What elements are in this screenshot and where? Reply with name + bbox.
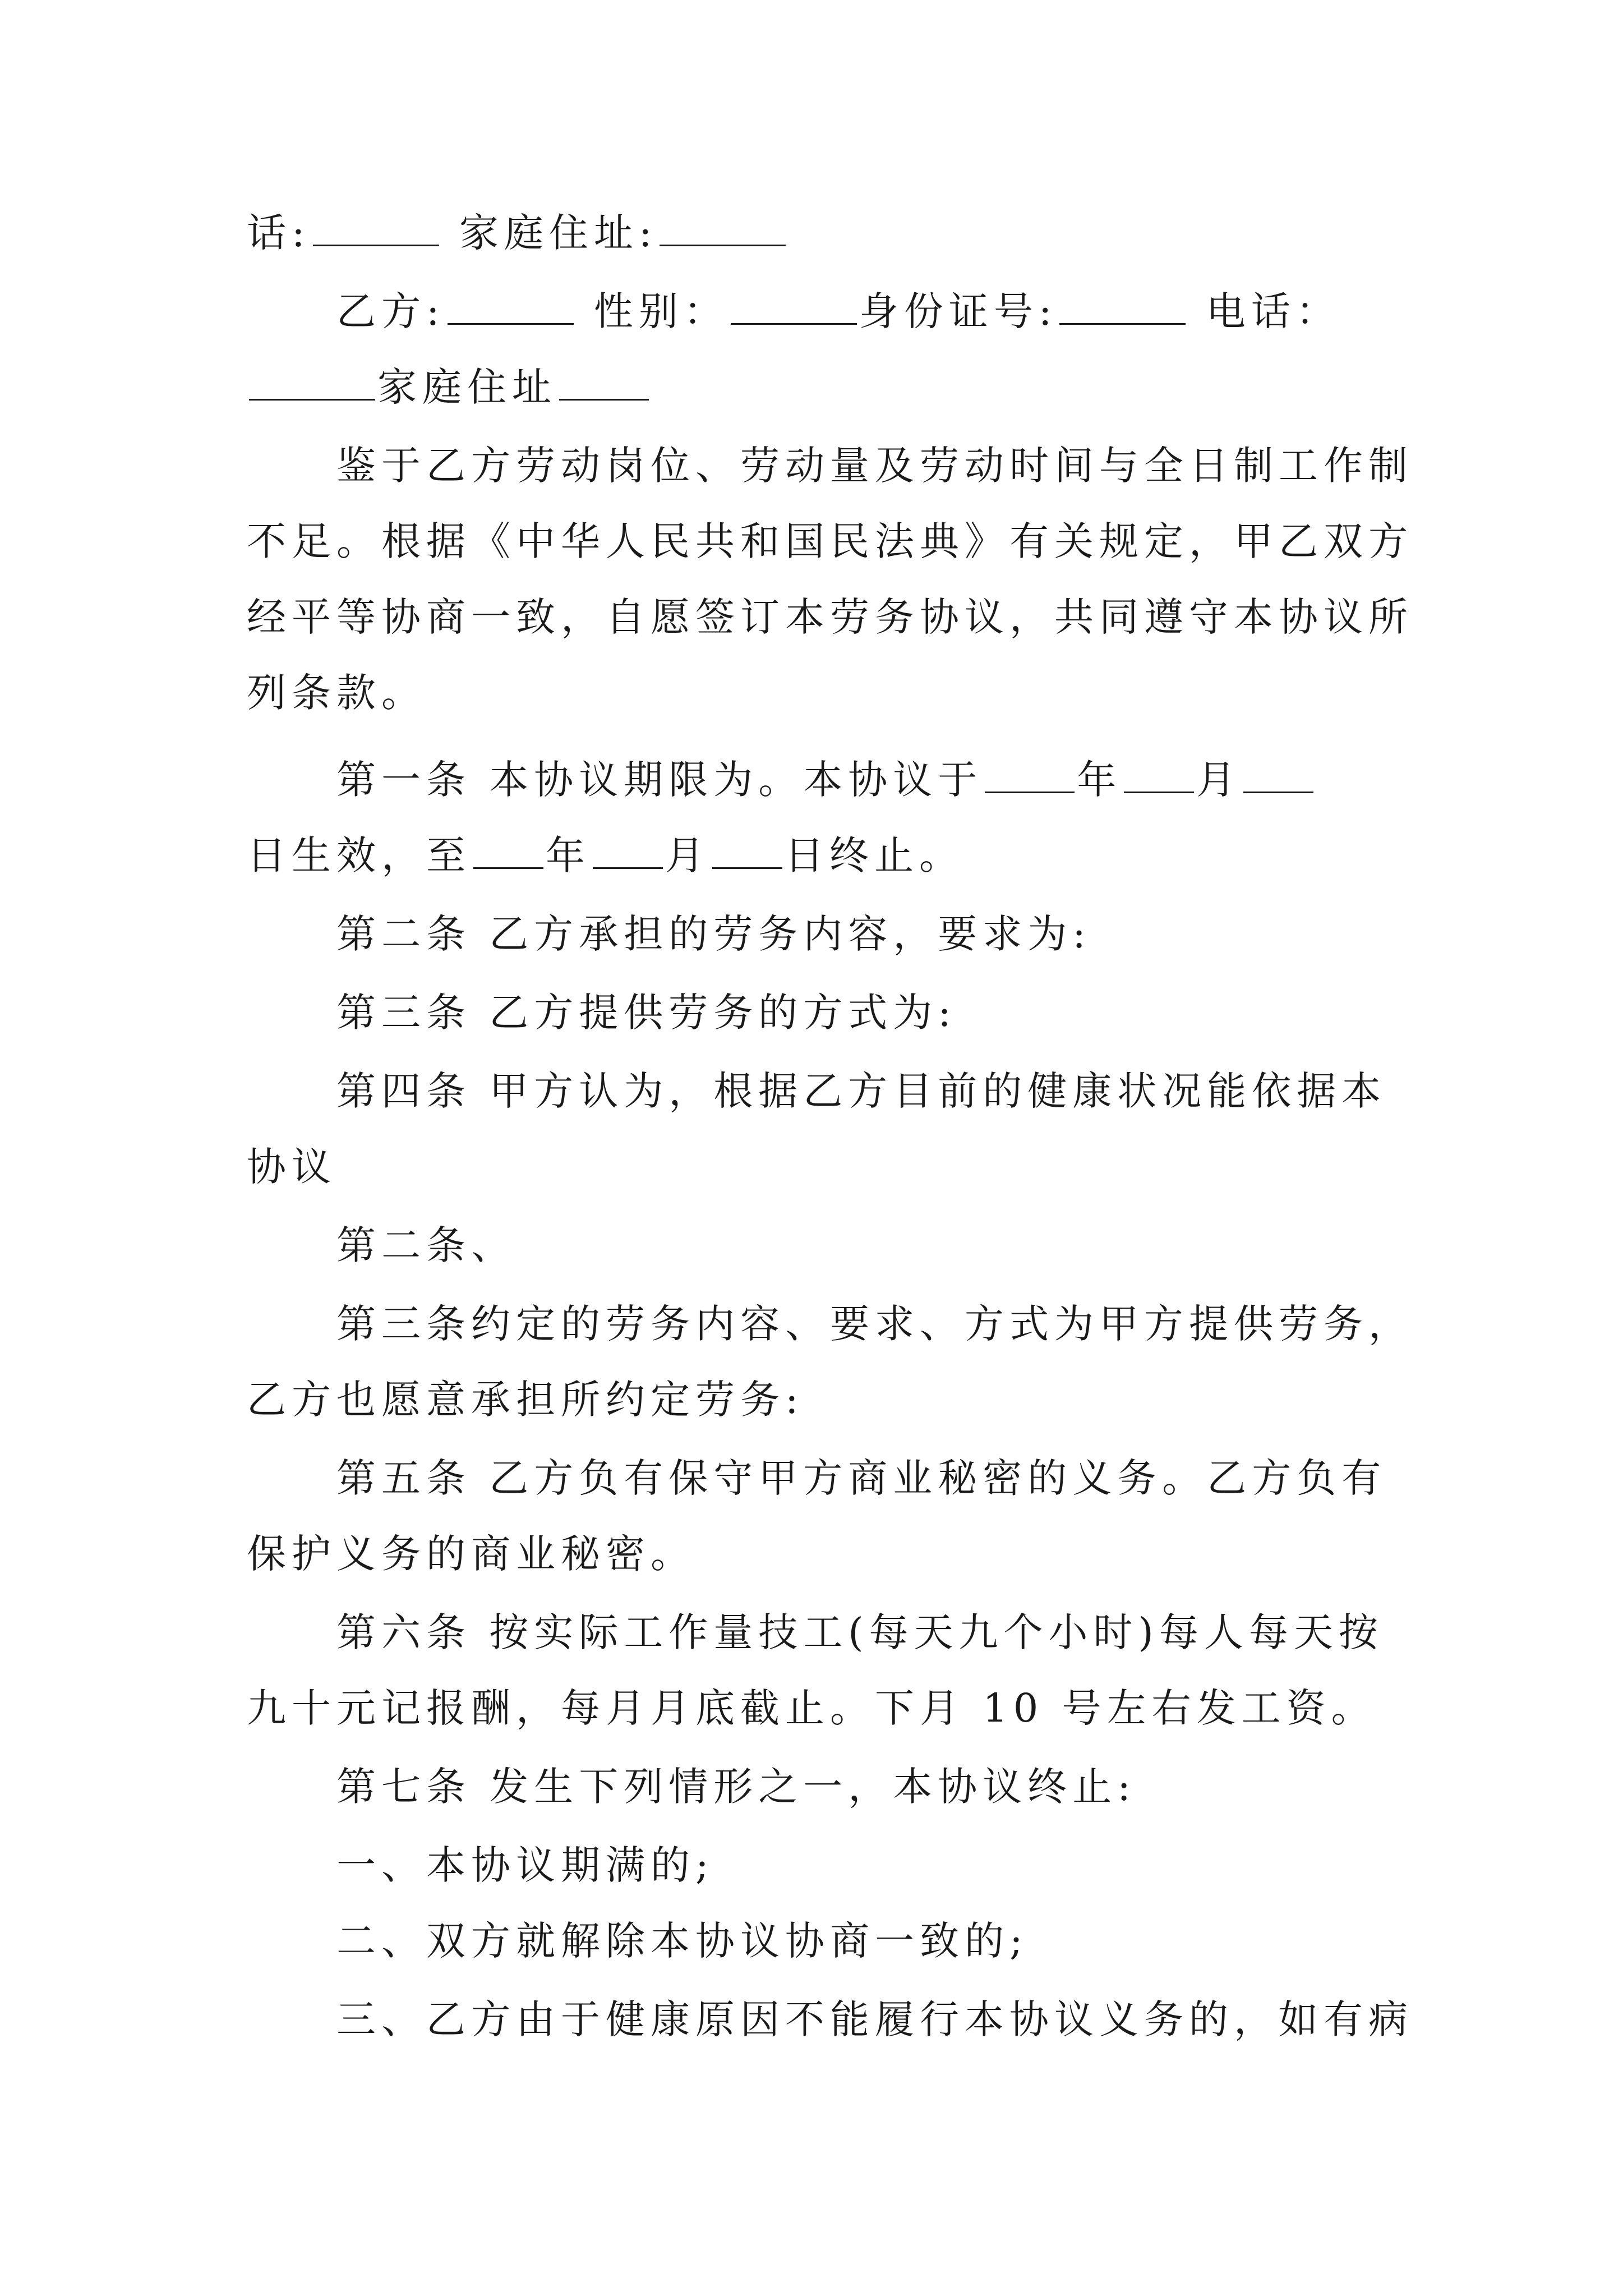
start-year-blank[interactable] (985, 757, 1075, 793)
article-1-text: 第一条 本协议期限为。本协议于 (336, 757, 983, 803)
preamble-line-3: 经平等协商一致，自愿签订本劳务协议，共同遵守本协议所 (247, 594, 1413, 640)
gender-label: 性别： (593, 288, 728, 334)
home-address-label: 家庭住址: (459, 210, 658, 256)
article-3: 第三条 乙方提供劳务的方式为: (336, 990, 957, 1036)
article-5-line-1: 第五条 乙方负有保守甲方商业秘密的义务。乙方负有 (336, 1455, 1387, 1501)
article-4-line-2: 协议 (247, 1144, 336, 1190)
article-5-line-2: 保护义务的商业秘密。 (247, 1531, 695, 1577)
article-4-line-1: 第四条 甲方认为，根据乙方目前的健康状况能依据本 (336, 1068, 1387, 1114)
effective-text: 日生效，至 (247, 832, 471, 878)
phone-label: 电话： (1206, 288, 1341, 334)
article-4-line-3: 第二条、 (336, 1222, 516, 1268)
phone-label-tail: 话: (247, 210, 311, 256)
header-row-1 (247, 205, 1380, 261)
header-row-3 (247, 359, 1380, 415)
article-1-line-2 (247, 827, 1380, 884)
year-label-2: 年 (546, 832, 591, 878)
home-address-label-2: 家庭住址 (377, 364, 557, 410)
party-b-label: 乙方: (336, 288, 445, 334)
end-year-blank[interactable] (473, 832, 543, 869)
article-6-line-2: 九十元记报酬，每月月底截止。下月 10 号左右发工资。 (247, 1685, 1376, 1731)
article-7-item-3: 三、乙方由于健康原因不能履行本协议义务的，如有病 (336, 1996, 1413, 2042)
termination-text: 日终止。 (785, 832, 964, 878)
phone-blank-2[interactable] (249, 364, 375, 401)
article-7-item-1: 一、本协议期满的; (336, 1842, 714, 1888)
article-7-item-2: 二、双方就解除本协议协商一致的; (336, 1918, 1029, 1964)
article-1-line-1 (336, 752, 1469, 808)
start-day-blank[interactable] (1243, 757, 1313, 793)
year-label: 年 (1077, 757, 1122, 803)
id-number-blank[interactable] (1059, 288, 1186, 325)
home-address-blank[interactable] (660, 210, 786, 246)
article-4-line-4: 第三条约定的劳务内容、要求、方式为甲方提供劳务， (336, 1301, 1413, 1347)
phone-blank[interactable] (313, 210, 439, 246)
article-6-line-1: 第六条 按实际工作量技工(每天九个小时)每人每天按 (336, 1609, 1384, 1655)
gender-blank[interactable] (731, 288, 857, 325)
header-row-2 (336, 283, 1469, 339)
id-number-label: 身份证号: (859, 288, 1058, 334)
month-label: 月 (1196, 757, 1242, 803)
article-2: 第二条 乙方承担的劳务内容，要求为: (336, 911, 1091, 957)
start-month-blank[interactable] (1124, 757, 1194, 793)
preamble-line-2: 不足。根据《中华人民共和国民法典》有关规定，甲乙双方 (247, 518, 1413, 564)
preamble-line-4: 列条款。 (247, 670, 426, 716)
end-day-blank[interactable] (712, 832, 782, 869)
party-b-name-blank[interactable] (448, 288, 574, 325)
home-address-blank-2[interactable] (559, 364, 649, 401)
end-month-blank[interactable] (593, 832, 663, 869)
month-label-2: 月 (665, 832, 710, 878)
preamble-line-1: 鉴于乙方劳动岗位、劳动量及劳动时间与全日制工作制 (336, 443, 1413, 489)
article-7: 第七条 发生下列情形之一，本协议终止: (336, 1764, 1136, 1810)
article-4-line-5: 乙方也愿意承担所约定劳务: (247, 1377, 804, 1423)
